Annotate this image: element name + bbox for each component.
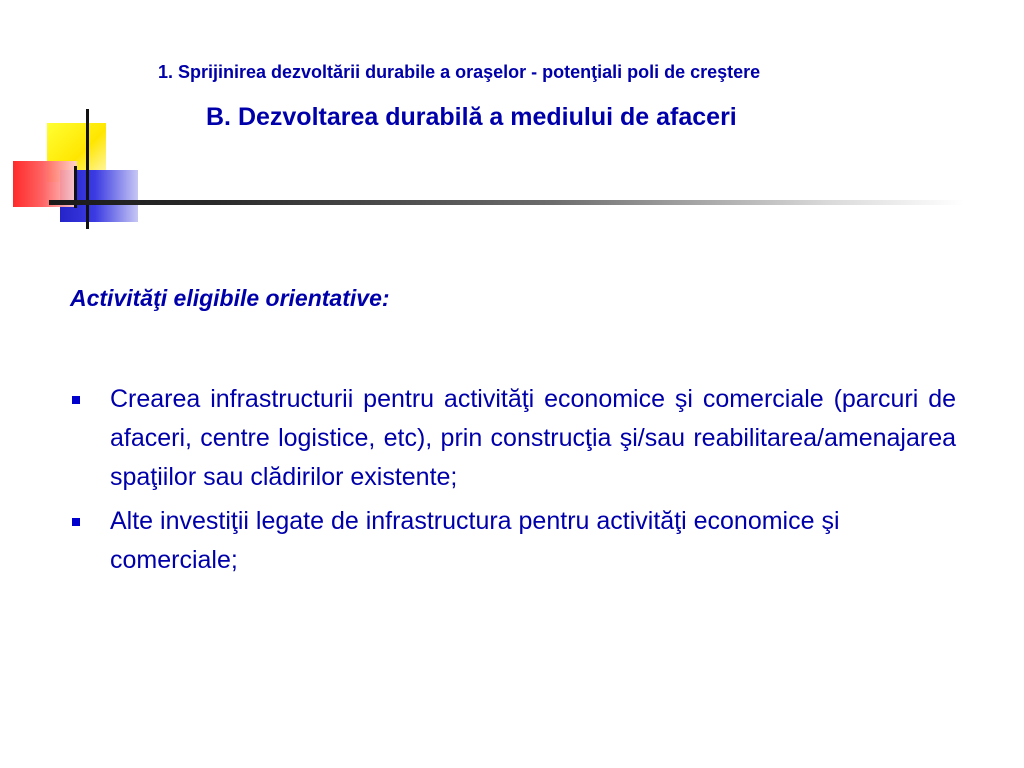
bullet-list xyxy=(70,380,956,580)
vertical-line-decoration xyxy=(86,109,89,229)
square-bullet-icon xyxy=(72,396,80,404)
bullet-item xyxy=(70,502,956,580)
square-bullet-icon xyxy=(72,518,80,526)
bullet-text: Crearea infrastructurii pentru activităţi economice şi comerciale (parcuri de afaceri, centre logistice, etc), prin construcţia şi/sau reabilitarea/amenajarea spaţiilor sau clădirilor existente; xyxy=(110,385,956,491)
bullet-item xyxy=(70,380,956,497)
header-divider-line xyxy=(49,200,964,205)
slide-title: B. Dezvoltarea durabilă a mediului de afaceri xyxy=(206,103,737,131)
bullet-text: Alte investiţii legate de infrastructura pentru activităţi economice şi comerciale; xyxy=(110,507,840,574)
section-heading: Activităţi eligibile orientative: xyxy=(70,285,390,311)
slide-subtitle: 1. Sprijinirea dezvoltării durabile a oraşelor - potenţiali poli de creştere xyxy=(158,62,761,82)
